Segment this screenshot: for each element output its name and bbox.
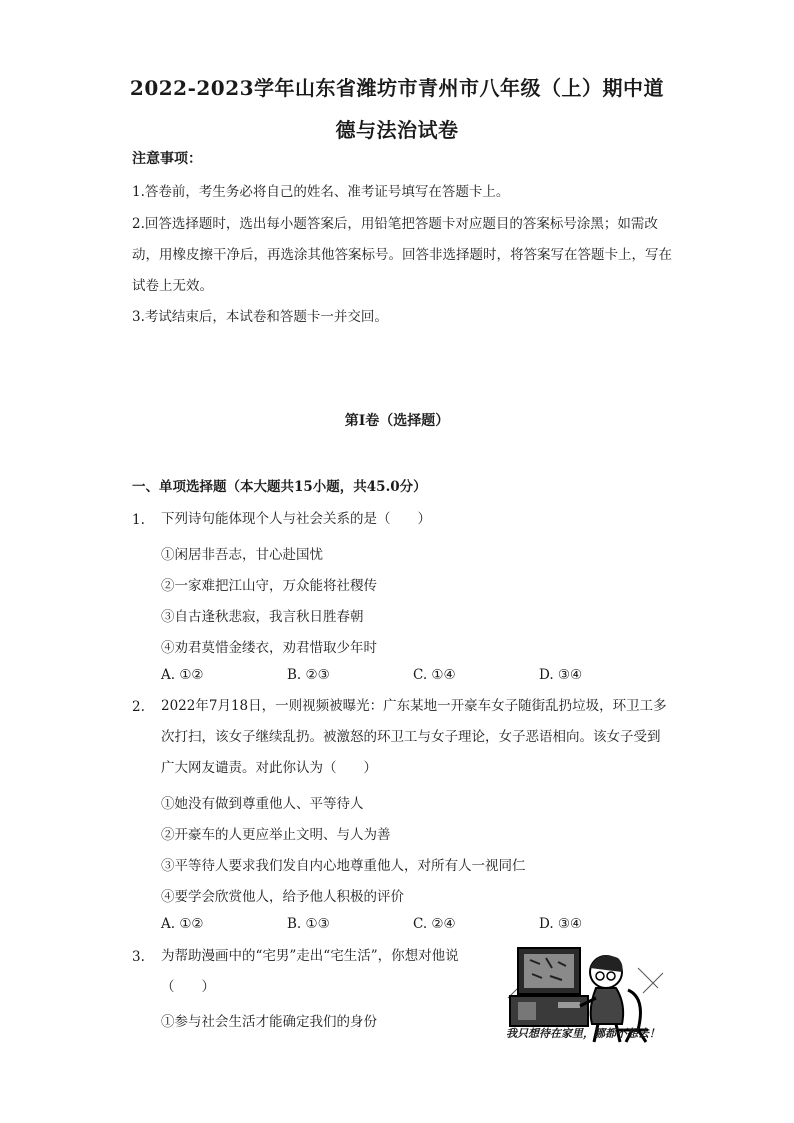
cartoon-caption: 我只想待在家里，哪都不想去！ [506, 1027, 660, 1040]
question-stem: 下列诗句能体现个人与社会关系的是（ ） [161, 511, 431, 527]
question-option: ④劝君莫惜金缕衣，劝君惜取少年时 [161, 640, 377, 656]
choice-a: A. ①② [161, 667, 204, 683]
question-stem: 为帮助漫画中的“宅男”走出“宅生活”，你想对他说（ ） [161, 948, 459, 995]
question-option: ③自古逢秋悲寂，我言秋日胜春朝 [161, 609, 364, 625]
question-option: ①闲居非吾志，甘心赴国忧 [161, 547, 323, 563]
notice-heading: 注意事项： [132, 151, 202, 167]
choice-d: D. ③④ [539, 667, 583, 683]
question-number: 3. [132, 949, 145, 965]
notice-item: 1.答卷前，考生务必将自己的姓名、准考证号填写在答题卡上。 [132, 184, 510, 200]
choice-c: C. ②④ [413, 916, 456, 932]
question-number: 1. [132, 512, 145, 528]
question-option: ②一家难把江山守，万众能将社稷传 [161, 578, 377, 594]
section-title: 第I卷（选择题） [344, 413, 450, 429]
question-option: ③平等待人要求我们发自内心地尊重他人，对所有人一视同仁 [161, 858, 526, 874]
question-option: ②开豪车的人更应举止文明、与人为善 [161, 827, 391, 843]
choice-b: B. ①③ [287, 916, 330, 932]
question-option: ①她没有做到尊重他人、平等待人 [161, 796, 364, 812]
question-option: ④要学会欣赏他人，给予他人积极的评价 [161, 889, 404, 905]
question-number: 2. [132, 699, 145, 715]
notice-item: 3.考试结束后，本试卷和答题卡一并交回。 [132, 309, 388, 325]
choice-c: C. ①④ [413, 667, 456, 683]
part-title: 一、单项选择题（本大题共15小题，共45.0分） [132, 479, 427, 495]
choice-b: B. ②③ [287, 667, 330, 683]
question-option: ①参与社会生活才能确定我们的身份 [161, 1014, 377, 1030]
exam-title-line2: 德与法治试卷 [335, 118, 459, 142]
choice-a: A. ①② [161, 916, 204, 932]
question-stem: 2022年7月18日，一则视频被曝光：广东某地一开豪车女子随街乱扔垃圾，环卫工多次打扫，该女子继续乱扔。被激怒的环卫工与女子理论，女子恶语相向。该女子受到广大网友谴责。对此你认为（ ） [161, 698, 667, 776]
notice-item: 2.回答选择题时，选出每小题答案后，用铅笔把答题卡对应题目的答案标号涂黑；如需改动，用橡皮擦干净后，再选涂其他答案标号。回答非选择题时，将答案写在答题卡上，写在试卷上无效。 [132, 216, 672, 294]
choice-d: D. ③④ [539, 916, 583, 932]
exam-title-line1: 2022-2023学年山东省潍坊市青州市八年级（上）期中道 [129, 76, 665, 100]
